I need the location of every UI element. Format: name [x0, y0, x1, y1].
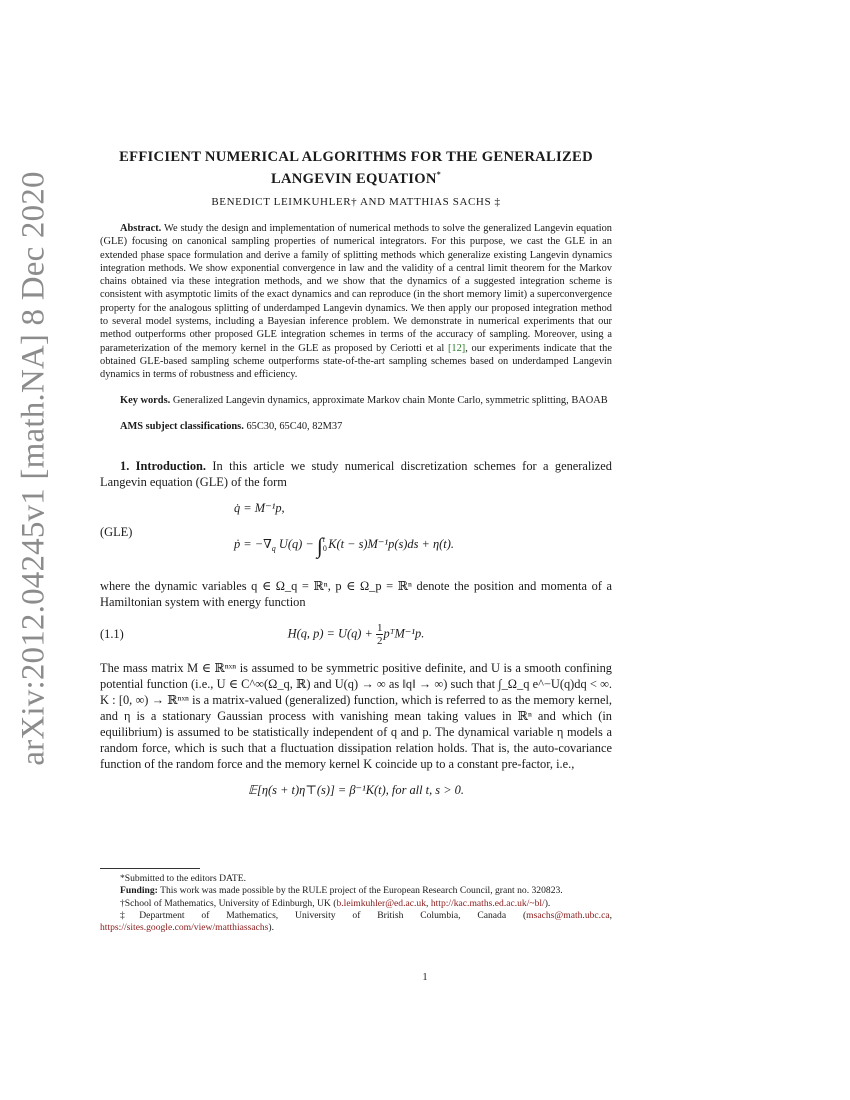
author-2-affiliation: ‡Department of Mathematics, University of British Columbia, Canada ( — [120, 909, 527, 921]
page-number: 1 — [422, 972, 428, 983]
gle-eq-part-b: U(q) − — [278, 536, 314, 551]
footnote-funding — [100, 885, 612, 897]
eq-1-1-lhs: H(q, p) = U(q) + — [287, 626, 373, 641]
funding-label: Funding: — [120, 885, 158, 897]
author-2-url-link[interactable]: https://sites.google.com/view/matthiassachs — [100, 922, 269, 934]
keywords — [100, 394, 612, 407]
gle-equation — [100, 496, 612, 576]
covariance-math: 𝔼[η(s + t)η⊤(s)] = β⁻¹K(t), for all t, s > 0. — [248, 782, 464, 797]
one-half-fraction: $\frac{1}{2}$ — [376, 621, 383, 647]
ams-classifications — [100, 421, 612, 432]
footnote-rule — [100, 868, 200, 869]
intro-text: In this article we study numerical discretization schemes for a generalized Langevin equation (GLE) of the form — [100, 458, 612, 489]
author-1-url-link[interactable]: http://kac.maths.ed.ac.uk/~bl/ — [430, 897, 545, 909]
author-2-email-link[interactable]: msachs@math.ubc.ca — [526, 909, 610, 921]
gle-eq-line-1: q̇ = M⁻¹p, — [234, 500, 285, 515]
footnotes — [100, 868, 612, 934]
ams-label: AMS subject classifications. — [120, 420, 244, 432]
abstract-label: Abstract. — [120, 223, 162, 234]
intro-paragraph — [100, 458, 612, 490]
footnote-submitted: *Submitted to the editors DATE. — [120, 873, 247, 884]
author-1-affiliation: †School of Mathematics, University of Edinburgh, UK ( — [120, 897, 337, 909]
abstract-tail: , our experiments indicate that the obtained GLE-based sampling scheme outperforms state-of-the-art sampling schemes based on underdamped Langevin dynamics in terms of robustness and efficiency. — [100, 342, 612, 381]
keywords-label: Key words. — [120, 394, 171, 406]
arxiv-watermark-text: arXiv:2012.04245v1 [math.NA] 8 Dec 2020 — [15, 170, 52, 766]
citation-link[interactable]: [12] — [447, 342, 466, 354]
keywords-text: Generalized Langevin dynamics, approximate Markov chain Monte Carlo, symmetric splitting, BAOAB — [172, 394, 608, 406]
section-heading: 1. Introduction. — [120, 458, 207, 473]
funding-text: This work was made possible by the RULE project of the European Research Council, grant no. 320823. — [160, 885, 563, 897]
eq-1-1-math — [100, 622, 612, 647]
assumptions-paragraph: The mass matrix M ∈ ℝⁿˣⁿ is assumed to be symmetric positive definite, and U is a smooth confining potential function (i.e., U ∈ C^∞(Ω_q, ℝ) and U(q) → ∞ as ‖q‖ → ∞) such that ∫_Ω_q e^−U(q)dq < ∞. K : [0, ∞) → ℝⁿˣⁿ is a matrix-valued (generalized) function, which is referred to as the memory kernel, and η is a stationary Gaussian process with vanishing mean taking values in ℝⁿ and which (in equilibrium) is assumed to be statistically independent of q and p. The dynamical variable η models a random force, which is such that a fluctuation dissipation relation holds. That is, the auto-covariance function of the random force and the memory kernel K coincide up to a constant pre-factor, i.e., — [100, 660, 612, 771]
eq-1-1-label: (1.1) — [100, 626, 124, 641]
author-2-end: ). — [268, 922, 274, 934]
author-1-email-link[interactable]: b.leimkuhler@ed.ac.uk — [336, 897, 427, 909]
integral-sign: ∫ — [316, 532, 323, 558]
energy-equation — [100, 622, 612, 652]
title-footnote-mark: * — [436, 170, 442, 179]
arxiv-watermark — [14, 170, 54, 766]
title-line-2: LANGEVIN EQUATION — [270, 171, 437, 187]
variables-paragraph: where the dynamic variables q ∈ Ω_q = ℝⁿ, p ∈ Ω_p = ℝⁿ denote the position and momenta of a Hamiltonian system with energy function — [100, 578, 612, 609]
abstract-text: We study the design and implementation of numerical methods to solve the generalized Langevin equation (GLE) focusing on canonical sampling properties of numerical integrators. For this purpose, we cast the GLE in an extended phase space formulation and derive a family of splitting methods which generalize existing Langevin dynamics integration methods. We show exponential convergence in law and the validity of a central limit theorem for the Markov chains obtained via these integration methods, and we show that the dynamics of a suggested integration scheme is consistent with asymptotic limits of the exact dynamics and can reproduce (in the short memory limit) a superconvergence property for the analogous splitting of underdamped Langevin dynamics. We then apply our proposed integration method to several model systems, including a Bayesian inference problem. We demonstrate in numerical experiments that our method outperforms other proposed GLE integration schemes in terms of the accuracy of sampling. Moreover, using a parameterization of the memory kernel in the GLE as proposed by Ceriotti et al — [100, 223, 612, 354]
gle-eq-line-2: ṗ = $-\nabla_q$ $U(q) - \int_0^t$ K(t − s)M⁻¹p(s)ds + η(t). — [234, 532, 454, 558]
eq-1-1-rhs: pᵀM⁻¹p. — [383, 626, 425, 641]
footnote-author-2: ‡Department of Mathematics, University of British Columbia, Canada (msachs@math.ubc.ca, https://sites.google.com/view/matthiassachs). — [100, 909, 612, 934]
paper-title — [100, 148, 612, 188]
gle-label: (GLE) — [100, 524, 133, 539]
covariance-equation — [100, 782, 612, 802]
author-1-end: ). — [544, 897, 551, 909]
abstract — [100, 222, 612, 382]
author-list: BENEDICT LEIMKUHLER† AND MATTHIAS SACHS ‡ — [211, 196, 501, 208]
gle-eq-part-c: K(t − s)M⁻¹p(s)ds + η(t). — [328, 536, 454, 551]
gle-eq-part-a: ṗ = −∇ — [234, 536, 272, 551]
ams-text: 65C30, 65C40, 82M37 — [246, 420, 343, 432]
footnote-author-1: †School of Mathematics, University of Edinburgh, UK (b.leimkuhler@ed.ac.uk, http://kac.maths.ed.ac.uk/~bl/). — [120, 897, 551, 909]
paper-page — [100, 148, 612, 802]
title-line-1: EFFICIENT NUMERICAL ALGORITHMS FOR THE GENERALIZED — [119, 149, 593, 165]
